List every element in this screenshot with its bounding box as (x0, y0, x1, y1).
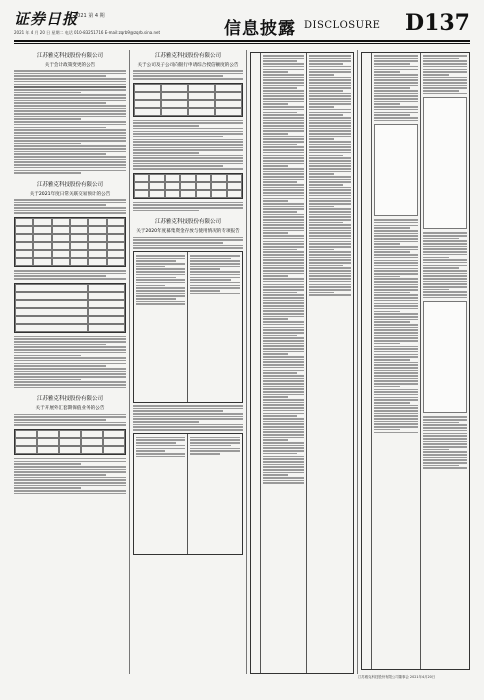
notice-2-subtitle: 关于2021年度日常关联交易预计的公告 (29, 191, 111, 197)
regulation-comparison-table-right (361, 52, 470, 670)
edition-label: 2021 第 4 期 (74, 13, 105, 19)
dateline: 2021 年 4 月 20 日 星期二 电话 010-83251716 E-mail:zqrb9@zqrb.sina.net (14, 30, 161, 35)
hedging-table (14, 429, 126, 455)
blank-cell (423, 301, 468, 413)
page-number: D137 (404, 10, 470, 36)
board-signature: 江苏雅克科技股份有限公司董事会 2021年4月20日 (358, 675, 436, 679)
column-2 (133, 50, 243, 674)
guarantee-table (133, 173, 243, 199)
column-1 (14, 50, 126, 674)
notice-3-subtitle: 关于开展外汇套期保值业务的公告 (35, 406, 105, 412)
notice-3-title: 江苏雅克科技股份有限公司 (36, 396, 103, 403)
column-divider (129, 50, 130, 674)
notice-5-subtitle: 关于2020年度募集资金存放与使用情况的专项报告 (136, 229, 240, 235)
notice-2-title: 江苏雅克科技股份有限公司 (36, 181, 103, 188)
newspaper-logo: 证券日报 (14, 10, 79, 28)
column-3 (250, 50, 354, 674)
masthead-rule (14, 40, 470, 42)
related-transaction-table (14, 217, 126, 267)
section-title: 信息披露 (224, 19, 296, 39)
fund-usage-table (133, 251, 243, 403)
notice-5-title: 江苏雅克科技股份有限公司 (154, 219, 221, 226)
project-progress-table (133, 433, 243, 555)
credit-line-table (133, 83, 243, 117)
notice-1-title: 江苏雅克科技股份有限公司 (36, 53, 103, 59)
masthead-rule-thin (14, 43, 470, 44)
masthead (14, 8, 470, 46)
section-title-english: DISCLOSURE (304, 20, 381, 31)
blank-cell (423, 97, 468, 229)
notice-4-title: 江苏雅克科技股份有限公司 (154, 53, 221, 59)
column-divider (357, 50, 358, 674)
notice-4-subtitle: 关于公司及子公司向银行申请综合授信额度的公告 (137, 63, 239, 68)
blank-cell (374, 124, 418, 216)
column-divider (246, 50, 247, 674)
notice-1-subtitle: 关于会计政策变更的公告 (44, 63, 96, 68)
regulation-comparison-table-left (250, 52, 354, 674)
column-4 (361, 50, 470, 674)
related-party-table (14, 283, 126, 333)
